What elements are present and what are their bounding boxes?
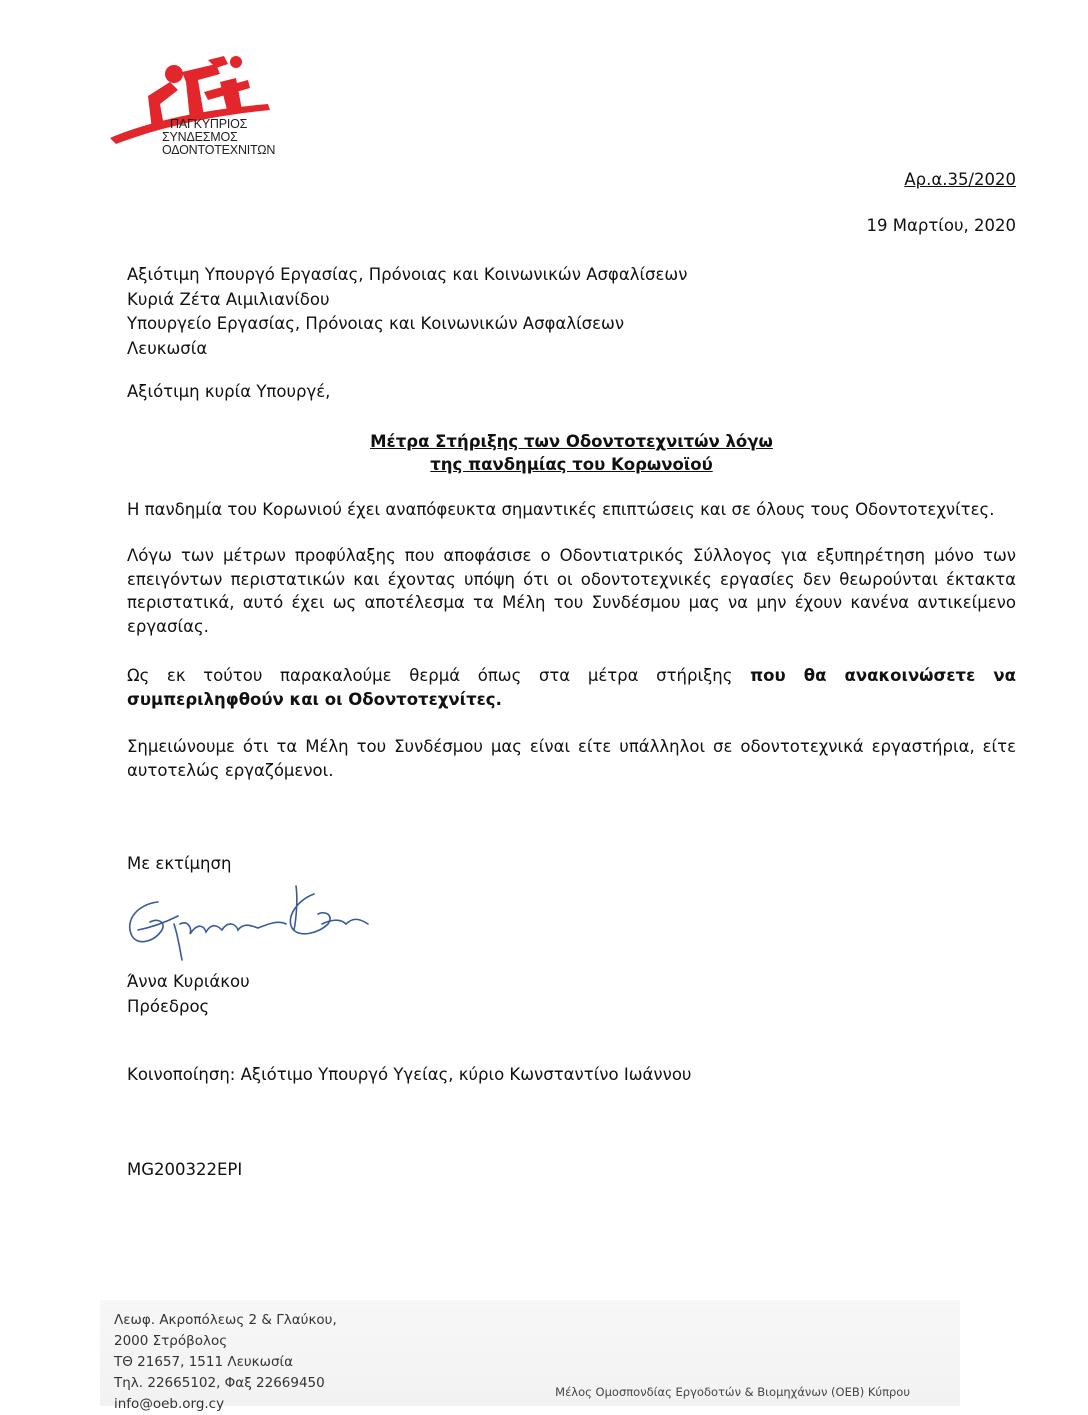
logo-line-2: ΣΥΝΔΕΣΜΟΣ [162, 130, 238, 144]
body-paragraph-1: Η πανδημία του Κορωνιού έχει αναπόφευκτα σημαντικές επιπτώσεις και σε όλους τους Οδοντοτεχνίτες. [127, 500, 995, 519]
footer-membership: Μέλος Ομοσπονδίας Εργοδοτών & Βιομηχάνων (ΟΕΒ) Κύπρου [555, 1385, 910, 1399]
closing: Με εκτίμηση [127, 854, 232, 873]
subject-line-1: Μέτρα Στήριξης των Οδοντοτεχνιτών λόγω [370, 432, 773, 451]
recipient-line: Κυριά Ζέτα Αιμιλιανίδου [127, 289, 330, 309]
signer-title: Πρόεδρος [127, 996, 210, 1016]
body-paragraph-2: Λόγω των μέτρων προφύλαξης που αποφάσισε ο Οδοντιατρικός Σύλλογος για εξυπηρέτηση μόνο των επειγόντων περιστατικών και έχοντας υπόψη ότι οι οδοντοτεχνικές εργασίες δεν θεωρούνται έκτακτα περιστατικά, αυτό έχει ως αποτέλεσμα τα Μέλη του Συνδέσμου μας να μην έχουν κανένα αντικείμενο εργασίας. [127, 546, 1016, 636]
body-paragraph-4: Σημειώνουμε ότι τα Μέλη του Συνδέσμου μας είναι είτε υπάλληλοι σε οδοντοτεχνικά εργαστήρια, είτε αυτοτελώς εργαζόμενοι. [127, 737, 1016, 780]
footer-address-line: Λεωφ. Ακροπόλεως 2 & Γλαύκου, [114, 1312, 337, 1328]
footer-address-line: Τηλ. 22665102, Φαξ 22669450 [114, 1375, 325, 1391]
document-code: MG200322EPI [127, 1160, 243, 1179]
signature-ink [118, 880, 380, 962]
logo-line-1: ΠΑΓΚΥΠΡΙΟΣ [170, 117, 248, 131]
body-paragraph-3 [127, 664, 1016, 711]
paragraph-3-text: Ως εκ τούτου παρακαλούμε θερμά όπως στα μέτρα στήριξης [127, 666, 751, 685]
paragraph-3-bold-text: που θα ανακοινώσετε να συμπεριληφθούν και οι Οδοντοτεχνίτες. [127, 666, 1016, 709]
reference-number: Αρ.α.35/2020 [904, 170, 1016, 189]
signer-block [127, 970, 250, 1019]
subject-line-2: της πανδημίας του Κορωνοϊού [430, 455, 713, 474]
subject-heading [127, 430, 1016, 476]
footer-address-line: 2000 Στρόβολος [114, 1333, 228, 1349]
carbon-copy-line: Κοινοποίηση: Αξιότιμο Υπουργό Υγείας, κύριο Κωνσταντίνο Ιωάννου [127, 1065, 692, 1084]
letterhead-footer [100, 1300, 960, 1412]
signer-name: Άννα Κυριάκου [127, 972, 250, 991]
recipient-line: Υπουργείο Εργασίας, Πρόνοιας και Κοινωνικών Ασφαλίσεων [127, 314, 625, 333]
recipient-line: Αξιότιμη Υπουργό Εργασίας, Πρόνοιας και Κοινωνικών Ασφαλίσεων [127, 265, 688, 284]
handwritten-signature [118, 880, 380, 962]
organization-logo [108, 52, 308, 164]
recipient-address [127, 263, 687, 361]
logo-line-3: ΟΔΟΝΤΟΤΕΧΝΙΤΩΝ [162, 143, 276, 157]
recipient-line: Λευκωσία [127, 338, 208, 358]
letter-date: 19 Μαρτίου, 2020 [866, 216, 1016, 235]
footer-address-line: ΤΘ 21657, 1511 Λευκωσία [114, 1354, 293, 1370]
footer-address [114, 1310, 337, 1415]
salutation: Αξιότιμη κυρία Υπουργέ, [127, 382, 331, 401]
footer-email: info@oeb.org.cy [114, 1396, 225, 1412]
